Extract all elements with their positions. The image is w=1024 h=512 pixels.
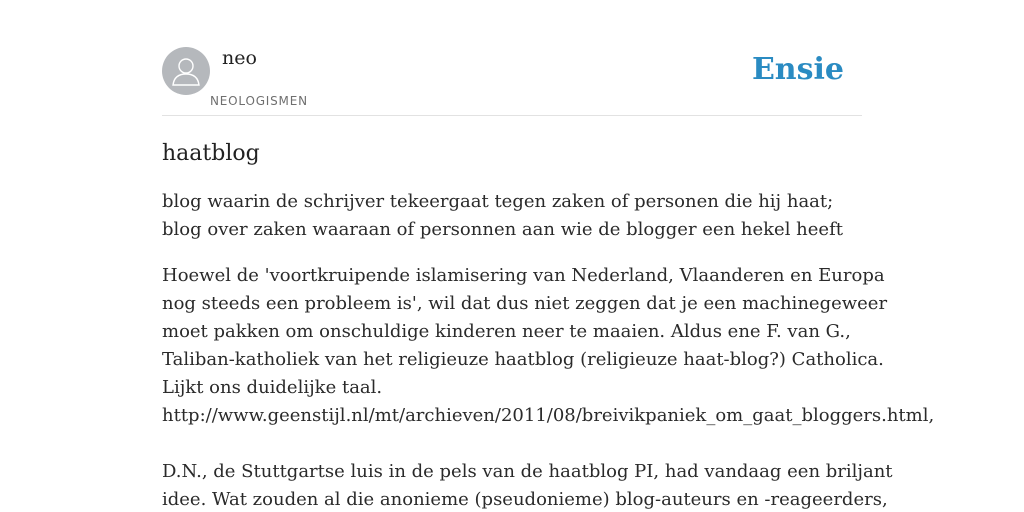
user-silhouette-icon [162, 47, 210, 95]
avatar[interactable] [162, 47, 210, 95]
author-name[interactable]: neo [222, 47, 257, 69]
ensie-logo-link[interactable]: Ensie [751, 52, 844, 87]
entry-example: Hoewel de 'voortkruipende islamisering van Nederland, Vlaanderen en Europa nog steeds een probleem is', wil dat dus niet zeggen dat je een machinegeweer moet pakken om onschuldige kinderen neer te maaien. Aldus ene F. van G., Taliban-katholiek van het religieuze haatblog (religieuze haat-blog?) Catholica. Lijkt ons duidelijke taal. http://www.geenstijl.nl/mt/archieven/2011/08/breivikpaniek_om_gaat_bloggers.html, D.N., de Stuttgartse luis in de pels van de haatblog PI, had vandaag een briljant idee. Wat zouden al die anonieme (pseudonieme) blog-auteurs en -reageerders, [162, 265, 935, 510]
entry-content [162, 138, 935, 512]
category-label[interactable]: NEOLOGISMEN [210, 94, 308, 108]
entry-header [162, 46, 862, 116]
entry-word: haatblog [162, 141, 260, 166]
entry-definition: blog waarin de schrijver tekeergaat tegen zaken of personen die hij haat; blog over zaken waaraan of personnen aan wie de blogger een hekel heeft [162, 191, 843, 240]
